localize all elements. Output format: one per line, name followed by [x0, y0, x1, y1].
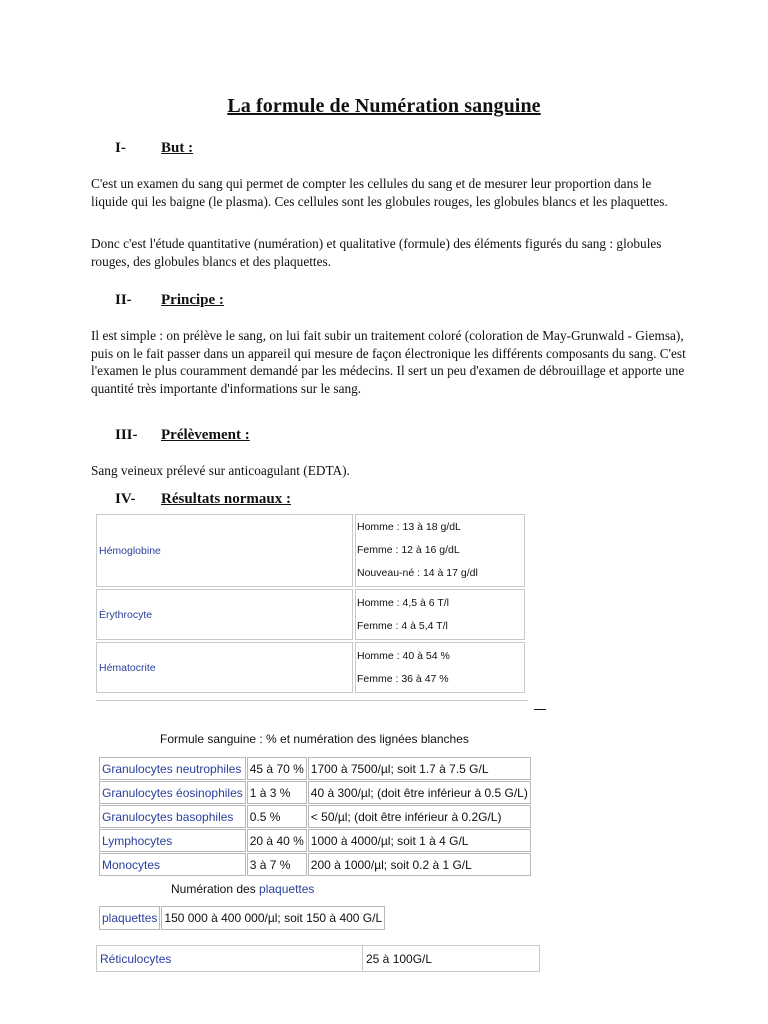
- table-bottom-rule: [96, 700, 528, 701]
- table-cell-name: Hématocrite: [96, 642, 353, 693]
- table-row: [99, 781, 531, 804]
- table-row: [99, 829, 531, 852]
- cell-name: Monocytes: [99, 853, 246, 876]
- table-row: [99, 757, 531, 780]
- reticulocytes-table: [96, 945, 540, 972]
- table-cell-values: [355, 642, 525, 693]
- value-line: Femme : 12 à 16 g/dL: [357, 544, 460, 556]
- table-row: [99, 853, 531, 876]
- value-line: Homme : 40 à 54 %: [357, 649, 450, 662]
- cell-name: plaquettes: [99, 906, 160, 930]
- cell-percent: 3 à 7 %: [247, 853, 307, 876]
- section-number: II-: [115, 292, 132, 308]
- section-ii-title: [161, 291, 224, 309]
- dash-mark: [534, 709, 546, 710]
- table-row: [97, 946, 540, 972]
- value-line: Femme : 36 à 47 %: [357, 672, 449, 685]
- section-i-number: [115, 139, 126, 157]
- table-row: [96, 589, 525, 640]
- table-row: [99, 906, 385, 930]
- cell-value: 150 000 à 400 000/µl; soit 150 à 400 G/L: [161, 906, 385, 930]
- cell-count: 1700 à 7500/µl; soit 1.7 à 7.5 G/L: [308, 757, 531, 780]
- section-title: Résultats normaux :: [161, 491, 291, 507]
- section-iv-number: [115, 490, 136, 508]
- normal-results-table: [94, 512, 527, 695]
- white-cells-table: [98, 756, 532, 877]
- caption-prefix: Numération des: [171, 882, 260, 896]
- cell-name: Réticulocytes: [97, 946, 363, 972]
- formule-caption: Formule sanguine : % et numération des lignées blanches: [160, 732, 469, 746]
- table-row: [99, 805, 531, 828]
- cell-name: Granulocytes neutrophiles: [99, 757, 246, 780]
- cell-count: 1000 à 4000/µl; soit 1 à 4 G/L: [308, 829, 531, 852]
- section-iii-title: [161, 426, 250, 444]
- cell-name: Lymphocytes: [99, 829, 246, 852]
- cell-name: Granulocytes basophiles: [99, 805, 246, 828]
- section-number: IV-: [115, 491, 136, 507]
- cell-value: 25 à 100G/L: [363, 946, 540, 972]
- cell-count: 200 à 1000/µl; soit 0.2 à 1 G/L: [308, 853, 531, 876]
- value-line: Nouveau-né : 14 à 17 g/dl: [357, 567, 478, 579]
- plaquettes-caption: [171, 882, 314, 896]
- table-cell-values: [355, 514, 525, 587]
- cell-percent: 1 à 3 %: [247, 781, 307, 804]
- cell-percent: 20 à 40 %: [247, 829, 307, 852]
- cell-name: Granulocytes éosinophiles: [99, 781, 246, 804]
- value-line: Femme : 4 à 5,4 T/l: [357, 619, 448, 632]
- platelets-table: [98, 905, 386, 931]
- table-cell-name: Érythrocyte: [96, 589, 353, 640]
- cell-percent: 0.5 %: [247, 805, 307, 828]
- cell-percent: 45 à 70 %: [247, 757, 307, 780]
- page-title: La formule de Numération sanguine: [227, 95, 541, 117]
- section-i-title: [161, 139, 193, 157]
- table-cell-values: [355, 589, 525, 640]
- cell-count: < 50/µl; (doit être inférieur à 0.2G/L): [308, 805, 531, 828]
- value-line: Homme : 13 à 18 g/dL: [357, 521, 461, 533]
- but-paragraph-2: Donc c'est l'étude quantitative (numération) et qualitative (formule) des éléments figurés du sang : globules rouges, des globules blancs et des plaquettes.: [91, 236, 662, 269]
- section-number: III-: [115, 427, 138, 443]
- principe-paragraph: Il est simple : on prélève le sang, on lui fait subir un traitement coloré (coloration de May-Grunwald - Giemsa), puis on le fait passer dans un appareil qui mesure de façon électronique les différents composants du sang. C'est l'examen le plus couramment demandé par les médecins. Il sert un peu d'examen de débrouillage et apporte une quantité très importante d'informations sur le sang.: [91, 328, 686, 396]
- section-title: But :: [161, 140, 194, 156]
- plaquettes-link[interactable]: plaquettes: [259, 882, 315, 896]
- section-title: Principe :: [161, 292, 224, 308]
- table-cell-name: Hémoglobine: [96, 514, 353, 587]
- but-paragraph-1: C'est un examen du sang qui permet de compter les cellules du sang et de mesurer leur proportion dans le liquide qui les baigne (le plasma). Ces cellules sont les globules rouges, les globules blancs et les plaquettes.: [91, 176, 668, 209]
- cell-count: 40 à 300/µl; (doit être inférieur à 0.5 G/L): [308, 781, 531, 804]
- section-iii-number: [115, 426, 138, 444]
- prelevement-paragraph: Sang veineux prélevé sur anticoagulant (EDTA).: [91, 463, 350, 478]
- section-title: Prélèvement :: [161, 427, 250, 443]
- table-row: [96, 514, 525, 587]
- table-row: [96, 642, 525, 693]
- value-line: Homme : 4,5 à 6 T/l: [357, 596, 450, 609]
- section-ii-number: [115, 291, 132, 309]
- section-number: I-: [115, 140, 126, 156]
- section-iv-title: [161, 490, 291, 508]
